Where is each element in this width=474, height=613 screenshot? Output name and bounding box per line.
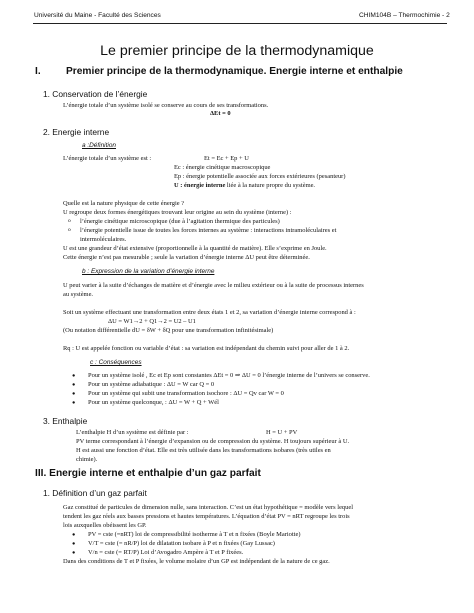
law-boyle-mariotte: PV = cste (=nRT) loi de compressibilité isotherme à T et n fixées (Boyle Mariotte): [88, 531, 301, 538]
nature-bullet-2-line-1: l’énergie potentielle issue de toutes les forces internes au système : interactions intramoléculaires et: [80, 227, 337, 234]
state-function-remark: Rq : U est appelée fonction ou variable d’état : sa variation est indépendant du chemin suivi pour aller de 1 à 2.: [63, 345, 350, 352]
bullet-dot-icon: ●: [72, 373, 76, 379]
nature-bullet-2-line-2: intermoléculaires.: [80, 236, 127, 243]
section-3-title: III. Energie interne et enthalpie d’un gaz parfait: [35, 468, 261, 479]
nature-paragraph: U regroupe deux formes énergétiques trouvant leur origine au sein du système (interne) :: [63, 209, 292, 216]
section-1-number: I.: [35, 66, 41, 77]
enthalpy-formula: H = U + PV: [266, 429, 298, 436]
delta-u-formula: ΔU = W1→2 + Q1→2 = U2 – U1: [108, 318, 196, 325]
enthalpy-state-function-line-1: H est aussi une fonction d’état. Elle est très utilisée dans les transformations isobares (très utiles en: [76, 447, 331, 454]
transformation-paragraph: Soit un système effectuant une transformation entre deux états 1 et 2, sa variation d’énergie interne correspond à :: [63, 309, 356, 316]
def-u-key: U : énergie interne: [174, 182, 226, 189]
conservation-formula: ΔEt = 0: [210, 110, 231, 117]
bullet-dot-icon: ●: [72, 550, 76, 556]
consequences-heading: c : Conséquences: [90, 359, 142, 366]
ideal-gas-paragraph-line-1: Gaz constitué de particules de dimension nulle, sans interaction. C’est un état hypothétique = modèle vers lequel: [63, 504, 354, 511]
bullet-dot-icon: ●: [72, 541, 76, 547]
molar-volume-paragraph: Dans des conditions de T et P fixées, le volume molaire d’un GP est indépendant de la nature de ce gaz.: [63, 558, 330, 565]
bullet-dot-icon: ●: [72, 400, 76, 406]
bullet-dot-icon: ●: [72, 391, 76, 397]
variation-paragraph-line-2: au système.: [63, 291, 94, 298]
variation-heading: b : Expression de la variation d’énergie interne: [82, 268, 215, 275]
consequence-isochoric: Pour un système qui subit une transformation isochore : ΔU = Qv car W = 0: [88, 390, 284, 397]
law-gay-lussac: V/T = cste (= nR/P) loi de dilatation isobare à P et n fixées (Gay Lussac): [88, 540, 275, 547]
header-right: CHIM104B – Thermochimie - 2: [359, 12, 450, 19]
subsection-1-title: 1. Conservation de l’énergie: [43, 89, 148, 99]
subsection-2-title: 2. Energie interne: [43, 127, 110, 137]
variation-paragraph-line-1: U peut varier à la suite d’échanges de matière et d’énergie avec le milieu extérieur ou à la suite de processus internes: [63, 282, 364, 289]
ideal-gas-paragraph-line-3: lois auxquelles obéissent les GP.: [63, 522, 147, 529]
def-formula: Et = Ec + Ep + U: [204, 155, 249, 162]
ideal-gas-paragraph-line-2: tendent les gaz réels aux basses pressions et hautes températures. L’équation d’état PV = nRT regroupe les trois: [63, 513, 350, 520]
measurable-paragraph: Cette énergie n’est pas mesurable ; seule la variation d’énergie interne ΔU peut être déterminée.: [63, 254, 310, 261]
section-1-title: Premier principe de la thermodynamique. Energie interne et enthalpie: [66, 66, 403, 77]
subsection-3-title: 3. Enthalpie: [43, 416, 88, 426]
bullet-circle-icon: o: [68, 227, 71, 233]
conservation-text: L’énergie totale d’un système isolé se conserve au cours de ses transformations.: [63, 102, 269, 109]
header-rule: [33, 23, 447, 24]
nature-question: Quelle est la nature physique de cette énergie ?: [63, 200, 185, 207]
enthalpy-pv: PV terme correspondant à l’énergie d’expansion ou de compression du système. H toujours supérieur à U.: [76, 438, 350, 445]
def-u-rest: liée à la nature propre du système.: [225, 182, 316, 189]
subsection-3-1-title: 1. Définition d’un gaz parfait: [43, 488, 147, 498]
bullet-circle-icon: o: [68, 218, 71, 224]
def-ep: Ep : énergie potentielle associée aux forces extérieures (pesanteur): [174, 173, 346, 180]
consequence-isolated: Pour un système isolé , Ec et Ep sont constantes ΔEt = 0 ⇒ ΔU = 0 l’énergie interne de l’univers se conserve.: [88, 372, 370, 379]
def-lead: L’énergie totale d’un système est :: [63, 155, 152, 162]
bullet-dot-icon: ●: [72, 532, 76, 538]
law-avogadro-ampere: V/n = cste (= RT/P) Loi d’Avogadro Ampère à T et P fixées.: [88, 549, 244, 556]
enthalpy-state-function-line-2: chimie).: [76, 456, 98, 463]
bullet-dot-icon: ●: [72, 382, 76, 388]
consequence-adiabatic: Pour un système adiabatique : ΔU = W car Q = 0: [88, 381, 215, 388]
nature-bullet-1: l’énergie cinétique microscopique (due à l’agitation thermique des particules): [80, 218, 280, 225]
definition-heading: a :Définition: [82, 142, 116, 149]
page-title: Le premier principe de la thermodynamique: [100, 43, 374, 59]
differential-notation: (Ou notation différentielle dU = δW + δQ pour une transformation infinitésimale): [63, 327, 274, 334]
extensive-paragraph: U est une grandeur d’état extensive (proportionnelle à la quantité de matière). Elle s’exprime en Joule.: [63, 245, 327, 252]
def-ec: Ec : énergie cinétique macroscopique: [174, 164, 271, 171]
header-left: Université du Maine - Faculté des Sciences: [34, 12, 161, 19]
enthalpy-definition: L’enthalpie H d’un système est définie par :: [76, 429, 189, 436]
def-u: [174, 182, 315, 189]
consequence-general: Pour un système quelconque, : ΔU = W + Q + Wél: [88, 399, 219, 406]
